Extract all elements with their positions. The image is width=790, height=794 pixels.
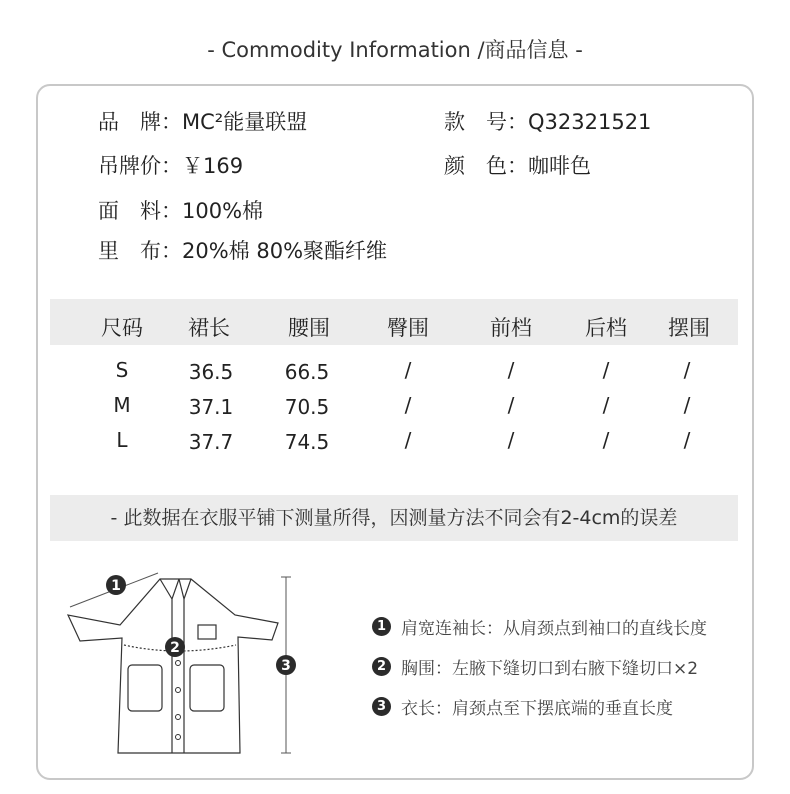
brand-label: 品 牌： (98, 110, 182, 134)
marker-3-label: 3 (281, 658, 291, 674)
table-cell: 66.5 (284, 360, 330, 384)
collar-right (179, 579, 191, 599)
legend-item (372, 694, 673, 719)
measurement-note: - 此数据在衣服平铺下测量所得，因测量方法不同会有2-4cm的误差 (50, 495, 738, 541)
price-label: 吊牌价： (98, 154, 182, 178)
table-cell: / (404, 393, 412, 417)
table-header-cell: 臀围 (387, 316, 429, 340)
style-row (444, 106, 651, 136)
table-cell: L (116, 428, 128, 452)
legend-number-badge: 2 (372, 657, 391, 676)
pocket-left (128, 665, 162, 711)
table-cell: / (404, 428, 412, 452)
table-header-cell: 尺码 (101, 316, 143, 340)
brand-row (98, 106, 307, 136)
page-title: - Commodity Information /商品信息 - (207, 38, 583, 62)
table-cell: / (602, 428, 610, 452)
marker-1-label: 1 (111, 578, 121, 594)
marker-3 (276, 655, 296, 675)
marker-1 (106, 575, 126, 595)
style-value: Q32321521 (528, 110, 652, 134)
fabric-row (98, 195, 263, 225)
color-row (444, 150, 591, 180)
legend-item (372, 614, 707, 639)
table-cell: / (602, 358, 610, 382)
table-header-cell: 后档 (585, 316, 627, 340)
legend-item (372, 654, 698, 679)
fabric-label: 面 料： (98, 199, 182, 223)
table-header-cell: 摆围 (668, 316, 710, 340)
marker-2 (165, 637, 185, 657)
table-cell: 37.1 (188, 395, 234, 419)
table-cell: M (113, 393, 131, 417)
table-cell: 70.5 (284, 395, 330, 419)
garment-diagram (60, 565, 310, 770)
color-value: 咖啡色 (528, 154, 591, 178)
table-cell: 36.5 (188, 360, 234, 384)
marker-2-label: 2 (170, 640, 180, 656)
table-cell: / (507, 393, 515, 417)
coat-outline (68, 579, 278, 753)
legend-number-badge: 1 (372, 617, 391, 636)
collar-left (160, 579, 179, 599)
table-cell: / (507, 428, 515, 452)
lining-label: 里 布： (98, 239, 182, 263)
legend-text: 肩宽连袖长：从肩颈点到袖口的直线长度 (401, 619, 707, 639)
table-header-cell: 前档 (490, 316, 532, 340)
table-cell: / (683, 428, 691, 452)
table-cell: S (115, 358, 129, 382)
style-label: 款 号： (444, 110, 528, 134)
lining-row (98, 235, 387, 265)
table-header-cell: 腰围 (288, 316, 330, 340)
table-cell: / (602, 393, 610, 417)
fabric-value: 100%棉 (182, 199, 264, 223)
color-label: 颜 色： (444, 154, 528, 178)
table-cell: 37.7 (188, 430, 234, 454)
table-cell: 74.5 (284, 430, 330, 454)
chest-pocket (198, 625, 216, 639)
price-value: ￥169 (182, 154, 244, 178)
table-cell: / (683, 393, 691, 417)
price-row (98, 150, 243, 180)
lining-value: 20%棉 80%聚酯纤维 (182, 239, 388, 263)
legend-number-badge: 3 (372, 697, 391, 716)
table-header-cell: 裙长 (188, 316, 230, 340)
table-cell: / (507, 358, 515, 382)
table-cell: / (683, 358, 691, 382)
legend-text: 衣长：肩颈点至下摆底端的垂直长度 (401, 699, 673, 719)
legend-text: 胸围：左腋下缝切口到右腋下缝切口×2 (401, 659, 699, 679)
brand-value: MC²能量联盟 (182, 110, 308, 134)
table-cell: / (404, 358, 412, 382)
pocket-right (190, 665, 224, 711)
